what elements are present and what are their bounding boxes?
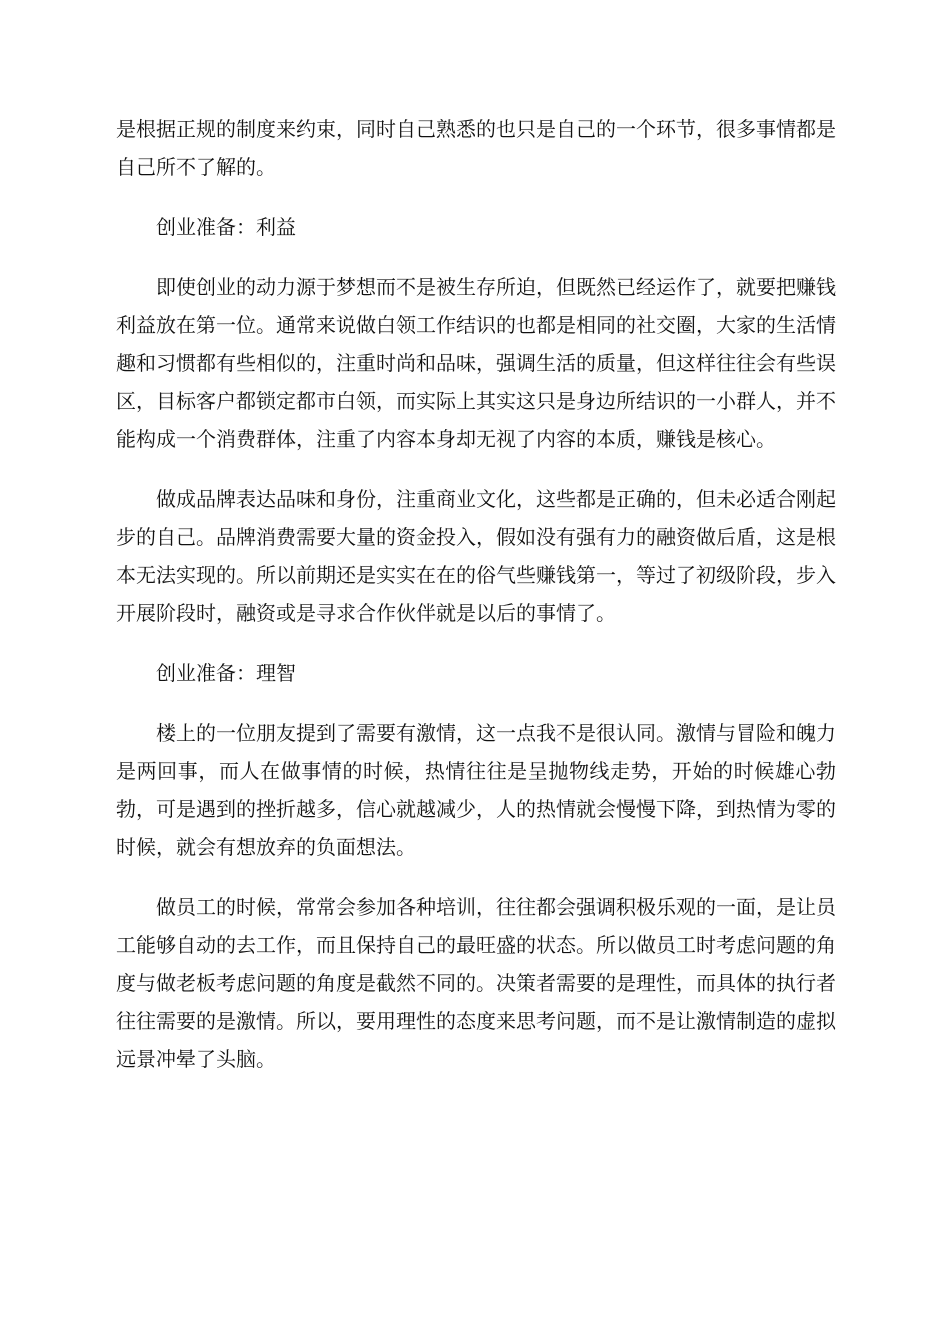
paragraph-body: 即使创业的动力源于梦想而不是被生存所迫，但既然已经运作了，就要把赚钱利益放在第一位。通常来说做白领工作结识的也都是相同的社交圈，大家的生活情趣和习惯都有些相似的，注重时尚和品味，强调生活的质量，但这样往往会有些误区，目标客户都锁定都市白领，而实际上其实这只是身边所结识的一小群人，并不能构成一个消费群体，注重了内容本身却无视了内容的本质，赚钱是核心。: [116, 275, 836, 451]
paragraph-body: 楼上的一位朋友提到了需要有激情，这一点我不是很认同。激情与冒险和魄力是两回事，而人在做事情的时候，热情往往是呈抛物线走势，开始的时候雄心勃勃，可是遇到的挫折越多，信心就越减少，人的热情就会慢慢下降，到热情为零的时候，就会有想放弃的负面想法。: [116, 721, 836, 859]
paragraph-body: 做员工的时候，常常会参加各种培训，往往都会强调积极乐观的一面，是让员工能够自动的去工作，而且保持自己的最旺盛的状态。所以做员工时考虑问题的角度与做老板考虑问题的角度是截然不同的。决策者需要的是理性，而具体的执行者往往需要的是激情。所以，要用理性的态度来思考问题，而不是让激情制造的虚拟远景冲晕了头脑。: [116, 895, 836, 1071]
paragraph-continuation: 是根据正规的制度来约束，同时自己熟悉的也只是自己的一个环节，很多事情都是自己所不了解的。: [116, 117, 836, 179]
paragraph-body: 做成品牌表达品味和身份，注重商业文化，这些都是正确的，但未必适合刚起步的自己。品牌消费需要大量的资金投入，假如没有强有力的融资做后盾，这是根本无法实现的。所以前期还是实实在在的俗气些赚钱第一，等过了初级阶段，步入开展阶段时，融资或是寻求合作伙伴就是以后的事情了。: [116, 487, 836, 625]
document-page: [116, 110, 836, 1100]
section-heading-reason: 创业准备：理智: [156, 661, 296, 685]
section-heading-interest: 创业准备：利益: [156, 215, 296, 239]
